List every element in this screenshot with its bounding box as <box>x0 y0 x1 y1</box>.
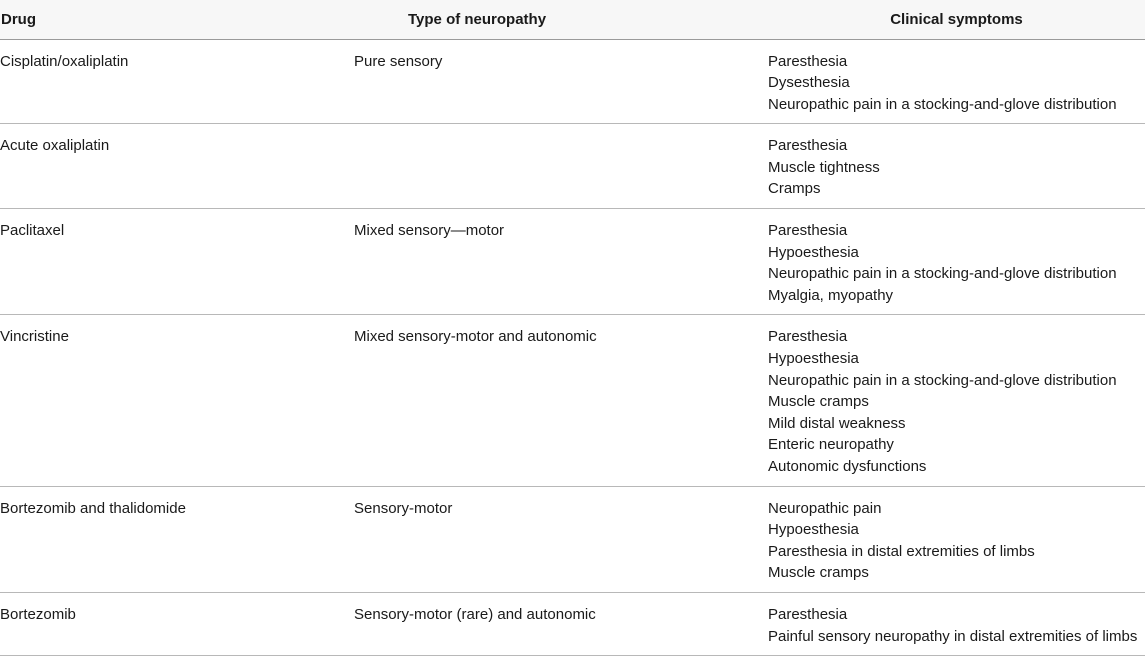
header-row <box>0 0 1145 39</box>
symptom-item: Hypoesthesia <box>768 243 859 261</box>
clinical-symptoms-cell <box>768 486 1145 592</box>
symptom-item: Paresthesia in distal extremities of limbs <box>768 542 1035 560</box>
neuropathy-type-cell: Mixed sensory—motor <box>354 209 768 315</box>
symptom-item: Paresthesia <box>768 605 848 623</box>
table-header <box>0 0 1145 39</box>
clinical-symptoms-cell <box>768 592 1145 655</box>
drug-cell: Paclitaxel <box>0 209 354 315</box>
symptom-item: Myalgia, myopathy <box>768 286 894 304</box>
symptom-item: Enteric neuropathy <box>768 436 894 454</box>
table-row <box>0 124 1145 209</box>
symptom-item: Muscle tightness <box>768 158 880 176</box>
symptom-item: Cramps <box>768 180 821 198</box>
symptom-item: Mild distal weakness <box>768 414 906 432</box>
symptom-item: Hypoesthesia <box>768 350 859 368</box>
table-row <box>0 209 1145 315</box>
symptom-item: Painful sensory neuropathy in distal extremities of limbs <box>768 627 1138 645</box>
table-body <box>0 39 1145 656</box>
table-row <box>0 592 1145 655</box>
neuropathy-type-cell: Sensory-motor <box>354 486 768 592</box>
neuropathy-type-cell <box>354 124 768 209</box>
clinical-symptoms-cell <box>768 315 1145 486</box>
symptom-item: Hypoesthesia <box>768 521 859 539</box>
header-type-of-neuropathy: Type of neuropathy <box>354 0 768 39</box>
drug-cell: Bortezomib and thalidomide <box>0 486 354 592</box>
symptom-item: Paresthesia <box>768 222 848 240</box>
symptom-item: Muscle cramps <box>768 393 869 411</box>
table-row <box>0 486 1145 592</box>
table-row <box>0 315 1145 486</box>
drug-cell: Cisplatin/oxaliplatin <box>0 39 354 124</box>
symptom-item: Neuropathic pain <box>768 499 882 517</box>
symptom-item: Dysesthesia <box>768 74 850 92</box>
symptom-item: Neuropathic pain in a stocking-and-glove distribution <box>768 371 1117 389</box>
drug-cell: Vincristine <box>0 315 354 486</box>
neuropathy-type-cell: Sensory-motor (rare) and autonomic <box>354 592 768 655</box>
symptom-item: Autonomic dysfunctions <box>768 458 927 475</box>
clinical-symptoms-cell <box>768 124 1145 209</box>
header-clinical-symptoms: Clinical symptoms <box>768 0 1145 39</box>
neuropathy-type-cell: Pure sensory <box>354 39 768 124</box>
drug-cell: Bortezomib <box>0 592 354 655</box>
clinical-symptoms-cell <box>768 39 1145 124</box>
symptom-item: Paresthesia <box>768 328 848 346</box>
header-drug: Drug <box>0 0 354 39</box>
clinical-symptoms-cell <box>768 209 1145 315</box>
symptom-item: Paresthesia <box>768 52 848 70</box>
symptom-item: Neuropathic pain in a stocking-and-glove distribution <box>768 95 1117 113</box>
symptom-item: Neuropathic pain in a stocking-and-glove distribution <box>768 265 1117 283</box>
symptom-item: Paresthesia <box>768 137 848 155</box>
neuropathy-type-cell: Mixed sensory-motor and autonomic <box>354 315 768 486</box>
table-row <box>0 39 1145 124</box>
drug-cell: Acute oxaliplatin <box>0 124 354 209</box>
symptom-item: Muscle cramps <box>768 564 869 582</box>
